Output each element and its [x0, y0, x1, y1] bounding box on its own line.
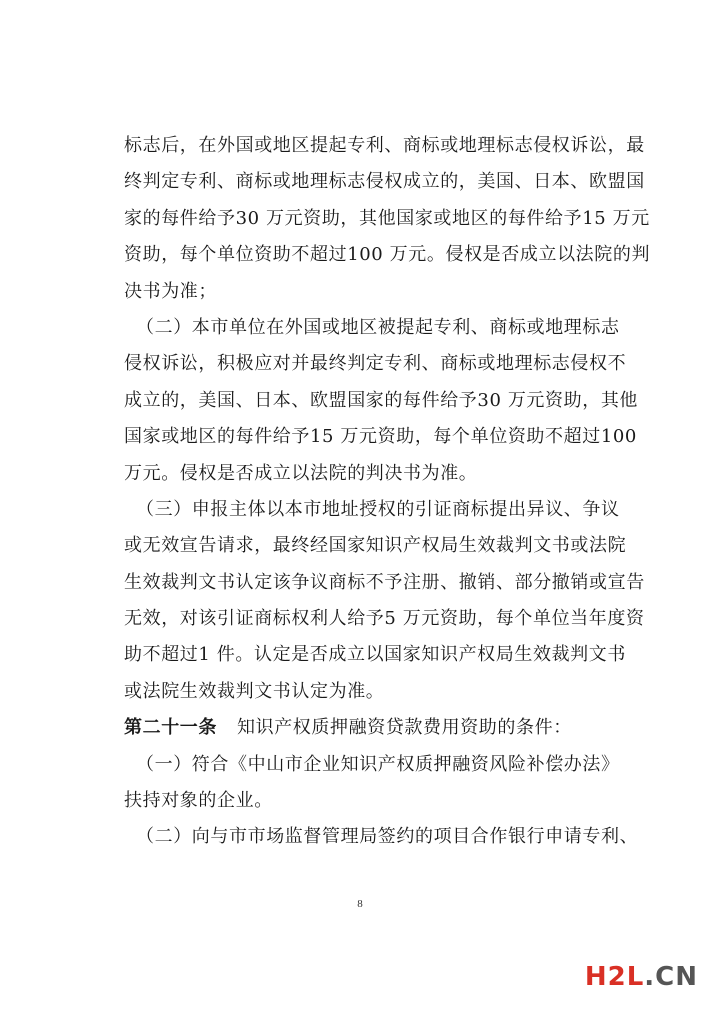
paragraph-line: 国家或地区的每件给予15 万元资助，每个单位资助不超过100 [124, 426, 637, 448]
paragraph-line: 生效裁判文书认定该争议商标不予注册、撤销、部分撤销或宣告 [124, 571, 645, 593]
document-body [124, 128, 651, 856]
paragraph-line: 家的每件给予30 万元资助，其他国家或地区的每件给予15 万元 [124, 207, 650, 229]
paragraph-line: 或法院生效裁判文书认定为准。 [124, 680, 385, 702]
paragraph-line: （二）本市单位在外国或地区被提起专利、商标或地理标志 [136, 316, 620, 338]
watermark-part2: .CN [644, 962, 698, 992]
paragraph-line: 扶持对象的企业。 [124, 790, 273, 812]
paragraph-line: 资助，每个单位资助不超过100 万元。侵权是否成立以法院的判 [124, 244, 651, 266]
paragraph-line: 或无效宣告请求，最终经国家知识产权局生效裁判文书或法院 [124, 535, 627, 557]
paragraph-line: 无效，对该引证商标权利人给予5 万元资助，每个单位当年度资 [124, 608, 645, 630]
paragraph-line: （二）向与市市场监督管理局签约的项目合作银行申请专利、 [136, 826, 639, 848]
paragraph-line: 成立的，美国、日本、欧盟国家的每件给予30 万元资助，其他 [124, 389, 639, 411]
paragraph-line: （一）符合《中山市企业知识产权质押融资风险补偿办法》 [136, 753, 620, 775]
paragraph-line: 终判定专利、商标或地理标志侵权成立的，美国、日本、欧盟国 [124, 171, 645, 193]
paragraph-line: （三）申报主体以本市地址授权的引证商标提出异议、争议 [136, 498, 620, 520]
paragraph-line: 标志后，在外国或地区提起专利、商标或地理标志侵权诉讼，最 [124, 135, 645, 156]
paragraph-line: 决书为准； [124, 280, 217, 302]
paragraph-line: 助不超过1 件。认定是否成立以国家知识产权局生效裁判文书 [124, 644, 626, 666]
article-text: 知识产权质押融资贷款费用资助的条件： [237, 717, 572, 739]
article-line [124, 710, 624, 746]
page-number: 8 [357, 898, 363, 910]
article-heading: 第二十一条 [124, 717, 217, 739]
paragraph-line: 侵权诉讼，积极应对并最终判定专利、商标或地理标志侵权不 [124, 353, 627, 375]
site-watermark [585, 962, 698, 992]
paragraph-line: 万元。侵权是否成立以法院的判决书为准。 [124, 462, 478, 484]
watermark-part1: H2L [584, 962, 645, 992]
